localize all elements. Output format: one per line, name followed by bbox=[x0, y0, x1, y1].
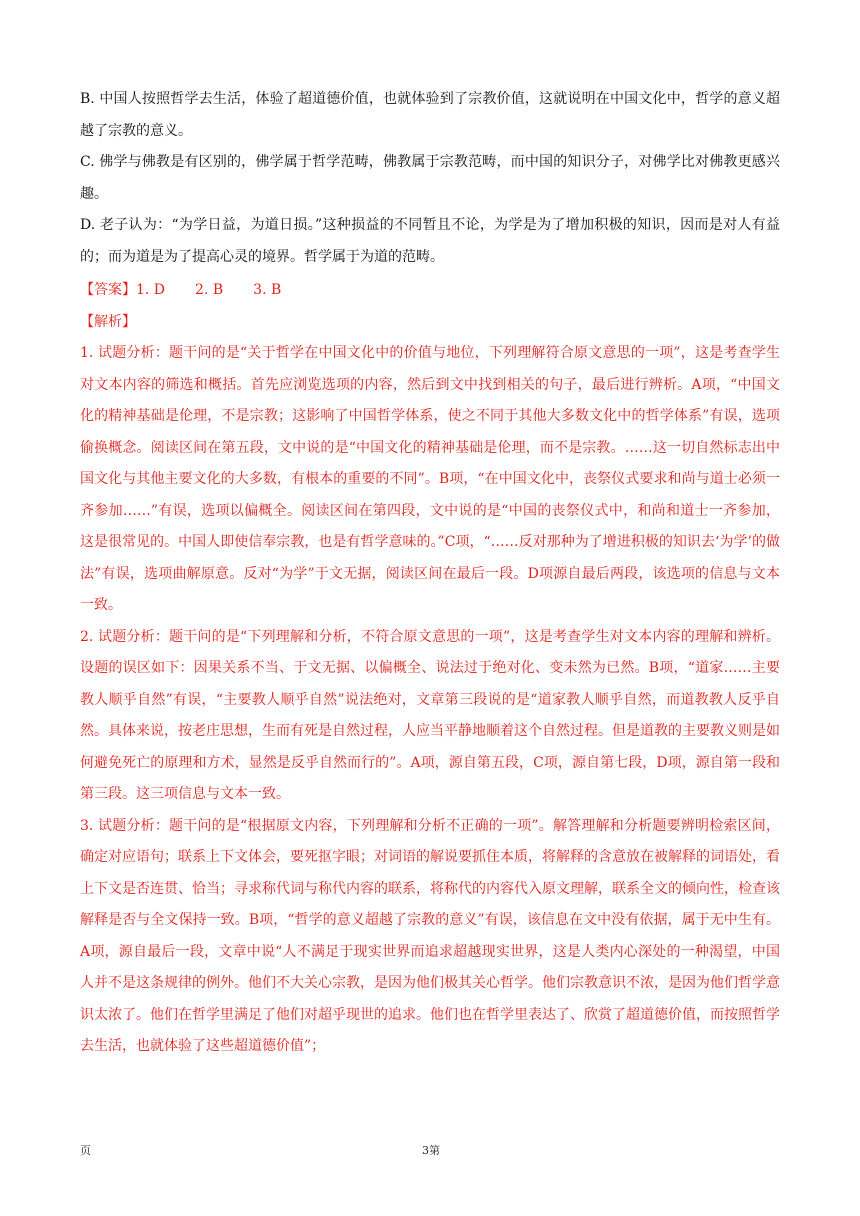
answer-item: 3. B bbox=[253, 282, 282, 298]
footer-left: 页 bbox=[80, 1144, 91, 1157]
analysis-paragraph-3: 3. 试题分析：题干问的是“根据原文内容，下列理解和分析不正确的一项”。解答理解和分析题要辨明检索区间，确定对应语句；联系上下文体会，要死抠字眼；对词语的解说要抓住本质，将解释的含意放在被解释的词语处，看上下文是否连贯、恰当；寻求称代词与称代内容的联系，将称代的内容代入原文理解，联系全文的倾向性，检查该解释是否与全文保持一致。B项，“哲学的意义超越了宗教的意义”有误，该信息在文中没有依据，属于无中生有。A项，源自最后一段，文章中说“人不满足于现实世界而追求超越现实世界，这是人类内心深处的一种渴望，中国人并不是这条规律的例外。他们不大关心宗教，是因为他们极其关心哲学。他们宗教意识不浓，是因为他们哲学意识太浓了。他们在哲学里满足了他们对超乎现世的追求。他们也在哲学里表达了、欣赏了超道德价值，而按照哲学去生活，也就体验了这些超道德价值”； bbox=[80, 817, 780, 1054]
option-b: B. 中国人按照哲学去生活，体验了超道德价值，也就体验到了宗教价值，这就说明在中国文化中，哲学的意义超越了宗教的意义。 bbox=[80, 91, 780, 139]
answer-line bbox=[80, 275, 780, 307]
analysis-paragraph-2: 2. 试题分析：题干问的是“下列理解和分析，不符合原文意思的一项”，这是考查学生对文本内容的理解和辨析。设题的误区如下：因果关系不当、于文无据、以偏概全、说法过于绝对化、变未然为已然。B项，“道家……主要教人顺乎自然”有误，“主要教人顺乎自然”说法绝对，文章第三段说的是“道家教人顺乎自然，而道教教人反乎自然。具体来说，按老庄思想，生而有死是自然过程，人应当平静地顺着这个自然过程。但是道教的主要教义则是如何避免死亡的原理和方术，显然是反乎自然而行的”。A项，源自第五段，C项，源自第七段，D项，源自第一段和第三段。这三项信息与文本一致。 bbox=[80, 628, 780, 802]
analysis-label: 【解析】 bbox=[80, 313, 136, 330]
answer-item: 1. D bbox=[136, 282, 166, 298]
analysis-paragraph-1: 1. 试题分析：题干问的是“关于哲学在中国文化中的价值与地位，下列理解符合原文意思的一项”，这是考查学生对文本内容的筛选和概括。首先应浏览选项的内容，然后到文中找到相关的句子，最后进行辨析。A项，“中国文化的精神基础是伦理，不是宗教；这影响了中国哲学体系，使之不同于其他大多数文化中的哲学体系”有误，选项偷换概念。阅读区间在第五段，文中说的是“中国文化的精神基础是伦理，而不是宗教。……这一切自然标志出中国文化与其他主要文化的大多数，有根本的重要的不同”。B项，“在中国文化中，丧祭仪式要求和尚与道士必须一齐参加……”有误，选项以偏概全。阅读区间在第四段，文中说的是“中国的丧祭仪式中，和尚和道士一齐参加，这是很常见的。中国人即使信奉宗教，也是有哲学意味的。”C项，“……反对那种为了增进积极的知识去‘为学’的做法”有误，选项曲解原意。反对“为学”于文无据，阅读区间在最后一段。D项源自最后两段，该选项的信息与文本一致。 bbox=[80, 345, 780, 613]
option-c: C. 佛学与佛教是有区别的，佛学属于哲学范畴，佛教属于宗教范畴，而中国的知识分子，对佛学比对佛教更感兴趣。 bbox=[80, 154, 780, 202]
page-number: 3第 bbox=[422, 1144, 440, 1157]
option-d: D. 老子认为：“为学日益，为道日损。”这种损益的不同暂且不论，为学是为了增加积极的知识，因而是对人有益的；而为道是为了提高心灵的境界。哲学属于为道的范畴。 bbox=[80, 217, 780, 265]
document-body bbox=[80, 84, 780, 1063]
answer-item: 2. B bbox=[195, 282, 224, 298]
answer-label: 【答案】 bbox=[80, 282, 136, 298]
